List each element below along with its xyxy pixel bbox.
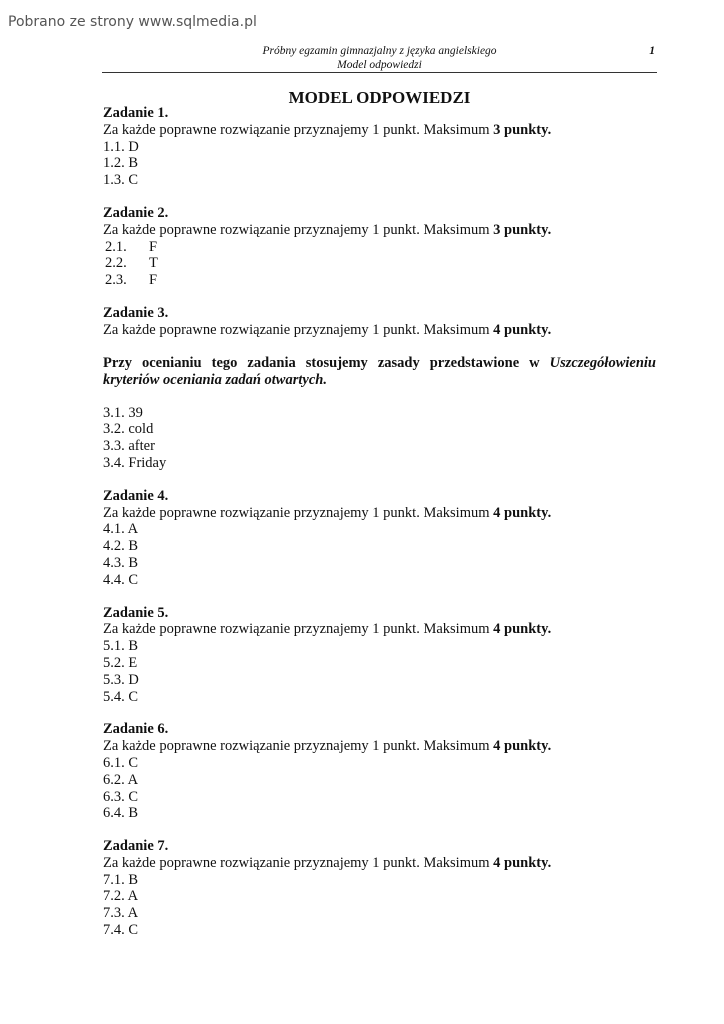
- answer-item: [103, 255, 656, 272]
- answer-item: [103, 239, 656, 256]
- answer-item: 5.4. C: [103, 688, 139, 705]
- answer-value: F: [149, 238, 158, 255]
- answer-item: 1.2. B: [103, 155, 139, 172]
- answer-item: 1.3. C: [103, 172, 139, 189]
- section-title: Zadanie 5.: [103, 604, 169, 621]
- answer-item: 5.3. D: [103, 671, 139, 688]
- page-header: [102, 44, 657, 72]
- answer-item: 7.1. B: [103, 871, 139, 888]
- answer-value: T: [149, 255, 158, 272]
- section-4: [103, 488, 656, 589]
- section-title: Zadanie 3.: [103, 304, 169, 321]
- answer-item: 3.4. Friday: [103, 454, 167, 471]
- answer-item: 7.4. C: [103, 922, 139, 939]
- answer-item: 4.3. B: [103, 554, 139, 571]
- answer-value: F: [149, 272, 158, 289]
- answer-item: 4.4. C: [103, 571, 139, 588]
- answer-item: 6.1. C: [103, 754, 139, 771]
- scoring-rule: Za każde poprawne rozwiązanie przyznajemy 1 punkt. Maksimum 3 punkty.: [103, 121, 552, 138]
- answer-item: 3.1. 39: [103, 404, 143, 421]
- scoring-rule: Za każde poprawne rozwiązanie przyznajemy 1 punkt. Maksimum 4 punkty.: [103, 854, 552, 871]
- scoring-rule: Za każde poprawne rozwiązanie przyznajemy 1 punkt. Maksimum 3 punkty.: [103, 221, 552, 238]
- page-title: MODEL ODPOWIEDZI: [288, 88, 471, 107]
- section-7: [103, 838, 656, 939]
- section-title: Zadanie 2.: [103, 204, 169, 221]
- answer-item: 5.2. E: [103, 654, 138, 671]
- answer-item: 6.3. C: [103, 788, 139, 805]
- scoring-rule: Za każde poprawne rozwiązanie przyznajemy 1 punkt. Maksimum 4 punkty.: [103, 321, 552, 338]
- answer-number: 2.2.: [105, 255, 127, 272]
- answer-item: 6.4. B: [103, 805, 139, 822]
- answer-item: 4.1. A: [103, 521, 139, 538]
- answer-item: 1.1. D: [103, 138, 139, 155]
- answer-item: 4.2. B: [103, 538, 139, 555]
- answer-key: [103, 105, 656, 955]
- header-exam-title: Próbny egzamin gimnazjalny z języka angielskiego: [262, 45, 497, 57]
- section-1: [103, 105, 656, 189]
- answer-number: 2.3.: [105, 272, 127, 289]
- section-title: Zadanie 4.: [103, 487, 169, 504]
- scoring-rule: Za każde poprawne rozwiązanie przyznajemy 1 punkt. Maksimum 4 punkty.: [103, 621, 552, 638]
- answer-item: 3.3. after: [103, 438, 155, 455]
- section-title: Zadanie 1.: [103, 105, 169, 121]
- page-number: 1: [649, 45, 655, 57]
- answer-item: 6.2. A: [103, 771, 139, 788]
- grading-note: Przy ocenianiu tego zadania stosujemy zasady przedstawione w Uszczegółowieniu kryteriów oceniania zadań otwartych.: [103, 354, 656, 388]
- scoring-rule: Za każde poprawne rozwiązanie przyznajemy 1 punkt. Maksimum 4 punkty.: [103, 738, 552, 755]
- section-title: Zadanie 7.: [103, 838, 169, 855]
- answer-number: 2.1.: [105, 238, 127, 255]
- section-5: [103, 605, 656, 706]
- answer-item: 3.2. cold: [103, 421, 154, 438]
- answer-item: [103, 272, 656, 289]
- answer-item: 7.2. A: [103, 888, 139, 905]
- header-subtitle: Model odpowiedzi: [337, 59, 422, 71]
- header-divider: [102, 72, 657, 73]
- section-6: [103, 721, 656, 822]
- answer-item: 7.3. A: [103, 905, 139, 922]
- answer-item: 5.1. B: [103, 638, 139, 655]
- section-3: [103, 305, 656, 472]
- section-title: Zadanie 6.: [103, 721, 169, 738]
- scoring-rule: Za każde poprawne rozwiązanie przyznajemy 1 punkt. Maksimum 4 punkty.: [103, 504, 552, 521]
- watermark: Pobrano ze strony www.sqlmedia.pl: [8, 14, 257, 30]
- section-2: [103, 205, 656, 289]
